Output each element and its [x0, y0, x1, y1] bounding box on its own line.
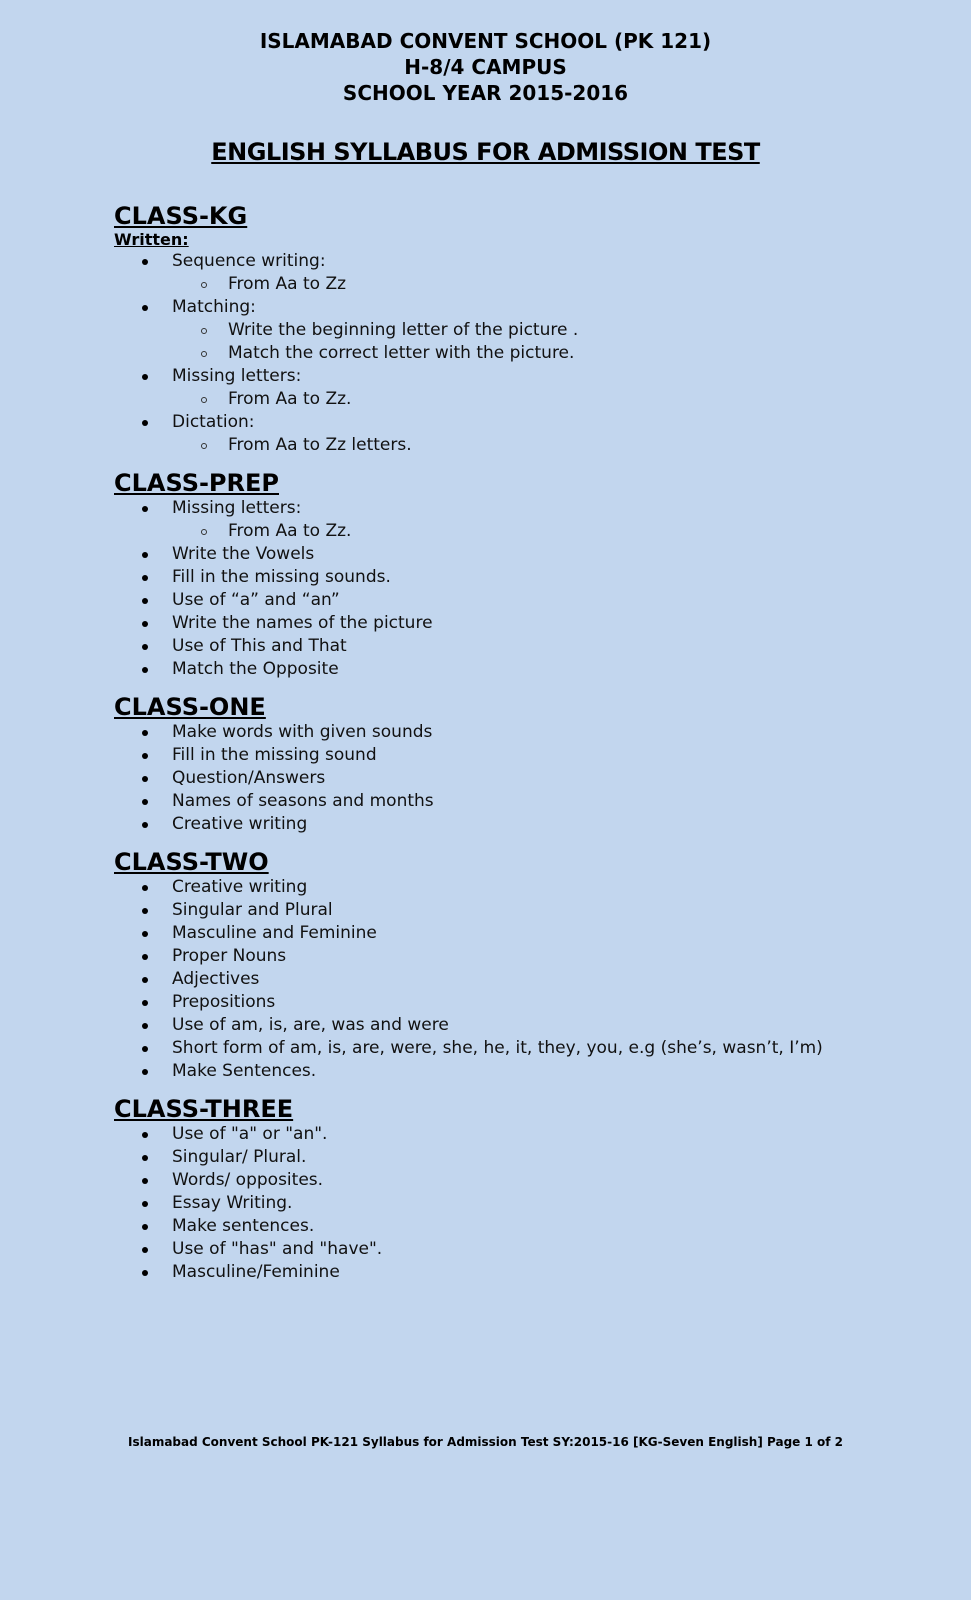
bullet-icon — [142, 374, 148, 380]
sub-list — [172, 273, 954, 296]
list-item-label: Matching: — [172, 297, 256, 317]
bullet-icon — [142, 1224, 148, 1230]
sub-list-item-label: From Aa to Zz. — [228, 521, 352, 541]
list-item-label: Match the Opposite — [172, 659, 339, 679]
list-item-label: Write the names of the picture — [172, 613, 433, 633]
sub-list-item-label: From Aa to Zz letters. — [228, 435, 412, 455]
campus-name: H-8/4 CAMPUS — [404, 55, 567, 79]
sub-list-item-label: From Aa to Zz. — [228, 389, 352, 409]
section-class-kg — [114, 202, 954, 457]
bullet-icon — [142, 931, 148, 937]
list-item — [172, 945, 954, 968]
list-item-label: Short form of am, is, are, were, she, he, it, they, you, e.g (she’s, wasn’t, I’m) — [172, 1038, 823, 1058]
list-item-label: Creative writing — [172, 814, 308, 834]
list-item-label: Words/ opposites. — [172, 1170, 324, 1190]
list-item-label: Dictation: — [172, 412, 255, 432]
section-heading-one: CLASS-ONE — [114, 693, 266, 721]
bullet-icon — [142, 822, 148, 828]
sub-list-item — [228, 342, 954, 365]
one-item-list — [114, 721, 954, 836]
bullet-icon — [142, 1270, 148, 1276]
list-item — [172, 1146, 954, 1169]
bullet-icon — [142, 776, 148, 782]
bullet-icon — [142, 1247, 148, 1253]
list-item-label: Masculine/Feminine — [172, 1262, 340, 1282]
list-item-label: Essay Writing. — [172, 1193, 293, 1213]
bullet-icon — [142, 1155, 148, 1161]
bullet-icon — [142, 753, 148, 759]
list-item-label: Missing letters: — [172, 498, 302, 518]
bullet-icon — [142, 1046, 148, 1052]
section-heading-kg: CLASS-KG — [114, 202, 248, 230]
list-item-label: Use of This and That — [172, 636, 347, 656]
bullet-icon — [142, 1000, 148, 1006]
list-item — [172, 1215, 954, 1238]
list-item — [172, 612, 954, 635]
list-item — [172, 566, 954, 589]
list-item — [172, 1037, 954, 1060]
list-item — [172, 991, 954, 1014]
list-item-label: Make sentences. — [172, 1216, 315, 1236]
section-class-three — [114, 1095, 954, 1284]
page-footer: Islamabad Convent School PK-121 Syllabus for Admission Test SY:2015-16 [KG-Seven English] Page 1 of 2 — [128, 1435, 843, 1449]
list-item-label: Use of “a” and “an” — [172, 590, 340, 610]
list-item — [172, 296, 954, 365]
school-name: ISLAMABAD CONVENT SCHOOL (PK 121) — [259, 29, 712, 53]
list-item-label: Singular and Plural — [172, 900, 333, 920]
circle-bullet-icon — [201, 443, 207, 449]
circle-bullet-icon — [201, 351, 207, 357]
school-year: SCHOOL YEAR 2015-2016 — [342, 81, 629, 105]
list-item-label: Singular/ Plural. — [172, 1147, 307, 1167]
list-item — [172, 543, 954, 566]
sub-list-item-label: Write the beginning letter of the picture . — [228, 320, 579, 340]
bullet-icon — [142, 644, 148, 650]
sub-list-item — [228, 520, 954, 543]
list-item-label: Question/Answers — [172, 768, 326, 788]
list-item-label: Use of "a" or "an". — [172, 1124, 328, 1144]
document-title: ENGLISH SYLLABUS FOR ADMISSION TEST — [211, 138, 760, 166]
section-class-two — [114, 848, 954, 1083]
bullet-icon — [142, 667, 148, 673]
document-header — [0, 28, 971, 106]
sub-list-item-label: From Aa to Zz — [228, 274, 347, 294]
list-item — [172, 1169, 954, 1192]
list-item — [172, 813, 954, 836]
circle-bullet-icon — [201, 397, 207, 403]
bullet-icon — [142, 977, 148, 983]
list-item-label: Use of "has" and "have". — [172, 1239, 383, 1259]
bullet-icon — [142, 575, 148, 581]
sub-list-item — [228, 434, 954, 457]
list-item-label: Masculine and Feminine — [172, 923, 377, 943]
list-item — [172, 1192, 954, 1215]
list-item — [172, 635, 954, 658]
bullet-icon — [142, 506, 148, 512]
bullet-icon — [142, 908, 148, 914]
list-item — [172, 876, 954, 899]
bullet-icon — [142, 305, 148, 311]
section-heading-prep: CLASS-PREP — [114, 469, 279, 497]
list-item-label: Missing letters: — [172, 366, 302, 386]
bullet-icon — [142, 799, 148, 805]
sub-list-item-label: Match the correct letter with the picture. — [228, 343, 575, 363]
written-subheading: Written: — [114, 230, 189, 249]
list-item — [172, 899, 954, 922]
three-item-list — [114, 1123, 954, 1284]
list-item — [172, 767, 954, 790]
syllabus-content — [114, 202, 954, 1296]
list-item — [172, 1123, 954, 1146]
list-item — [172, 721, 954, 744]
section-heading-three: CLASS-THREE — [114, 1095, 294, 1123]
list-item — [172, 922, 954, 945]
bullet-icon — [142, 1069, 148, 1075]
section-class-one — [114, 693, 954, 836]
bullet-icon — [142, 1132, 148, 1138]
list-item-label: Creative writing — [172, 877, 308, 897]
list-item — [172, 968, 954, 991]
section-class-prep — [114, 469, 954, 681]
list-item-label: Fill in the missing sounds. — [172, 567, 391, 587]
bullet-icon — [142, 1178, 148, 1184]
two-item-list — [114, 876, 954, 1083]
section-heading-two: CLASS-TWO — [114, 848, 269, 876]
list-item-label: Proper Nouns — [172, 946, 287, 966]
sub-list — [172, 319, 954, 365]
list-item-label: Sequence writing: — [172, 251, 326, 271]
sub-list — [172, 520, 954, 543]
list-item — [172, 411, 954, 457]
list-item — [172, 1014, 954, 1037]
kg-item-list — [114, 250, 954, 457]
circle-bullet-icon — [201, 282, 207, 288]
list-item — [172, 589, 954, 612]
list-item-label: Names of seasons and months — [172, 791, 434, 811]
list-item — [172, 250, 954, 296]
list-item — [172, 790, 954, 813]
circle-bullet-icon — [201, 328, 207, 334]
bullet-icon — [142, 885, 148, 891]
list-item-label: Make Sentences. — [172, 1061, 317, 1081]
bullet-icon — [142, 954, 148, 960]
bullet-icon — [142, 621, 148, 627]
prep-item-list — [114, 497, 954, 681]
bullet-icon — [142, 420, 148, 426]
bullet-icon — [142, 259, 148, 265]
list-item-label: Fill in the missing sound — [172, 745, 377, 765]
list-item-label: Use of am, is, are, was and were — [172, 1015, 449, 1035]
sub-list-item — [228, 388, 954, 411]
sub-list-item — [228, 319, 954, 342]
list-item-label: Prepositions — [172, 992, 276, 1012]
bullet-icon — [142, 1201, 148, 1207]
sub-list — [172, 434, 954, 457]
bullet-icon — [142, 598, 148, 604]
list-item-label: Make words with given sounds — [172, 722, 433, 742]
bullet-icon — [142, 730, 148, 736]
list-item — [172, 744, 954, 767]
list-item — [172, 658, 954, 681]
list-item — [172, 497, 954, 543]
bullet-icon — [142, 552, 148, 558]
list-item — [172, 365, 954, 411]
list-item-label: Adjectives — [172, 969, 260, 989]
list-item-label: Write the Vowels — [172, 544, 315, 564]
list-item — [172, 1060, 954, 1083]
list-item — [172, 1238, 954, 1261]
sub-list — [172, 388, 954, 411]
sub-list-item — [228, 273, 954, 296]
list-item — [172, 1261, 954, 1284]
circle-bullet-icon — [201, 529, 207, 535]
bullet-icon — [142, 1023, 148, 1029]
